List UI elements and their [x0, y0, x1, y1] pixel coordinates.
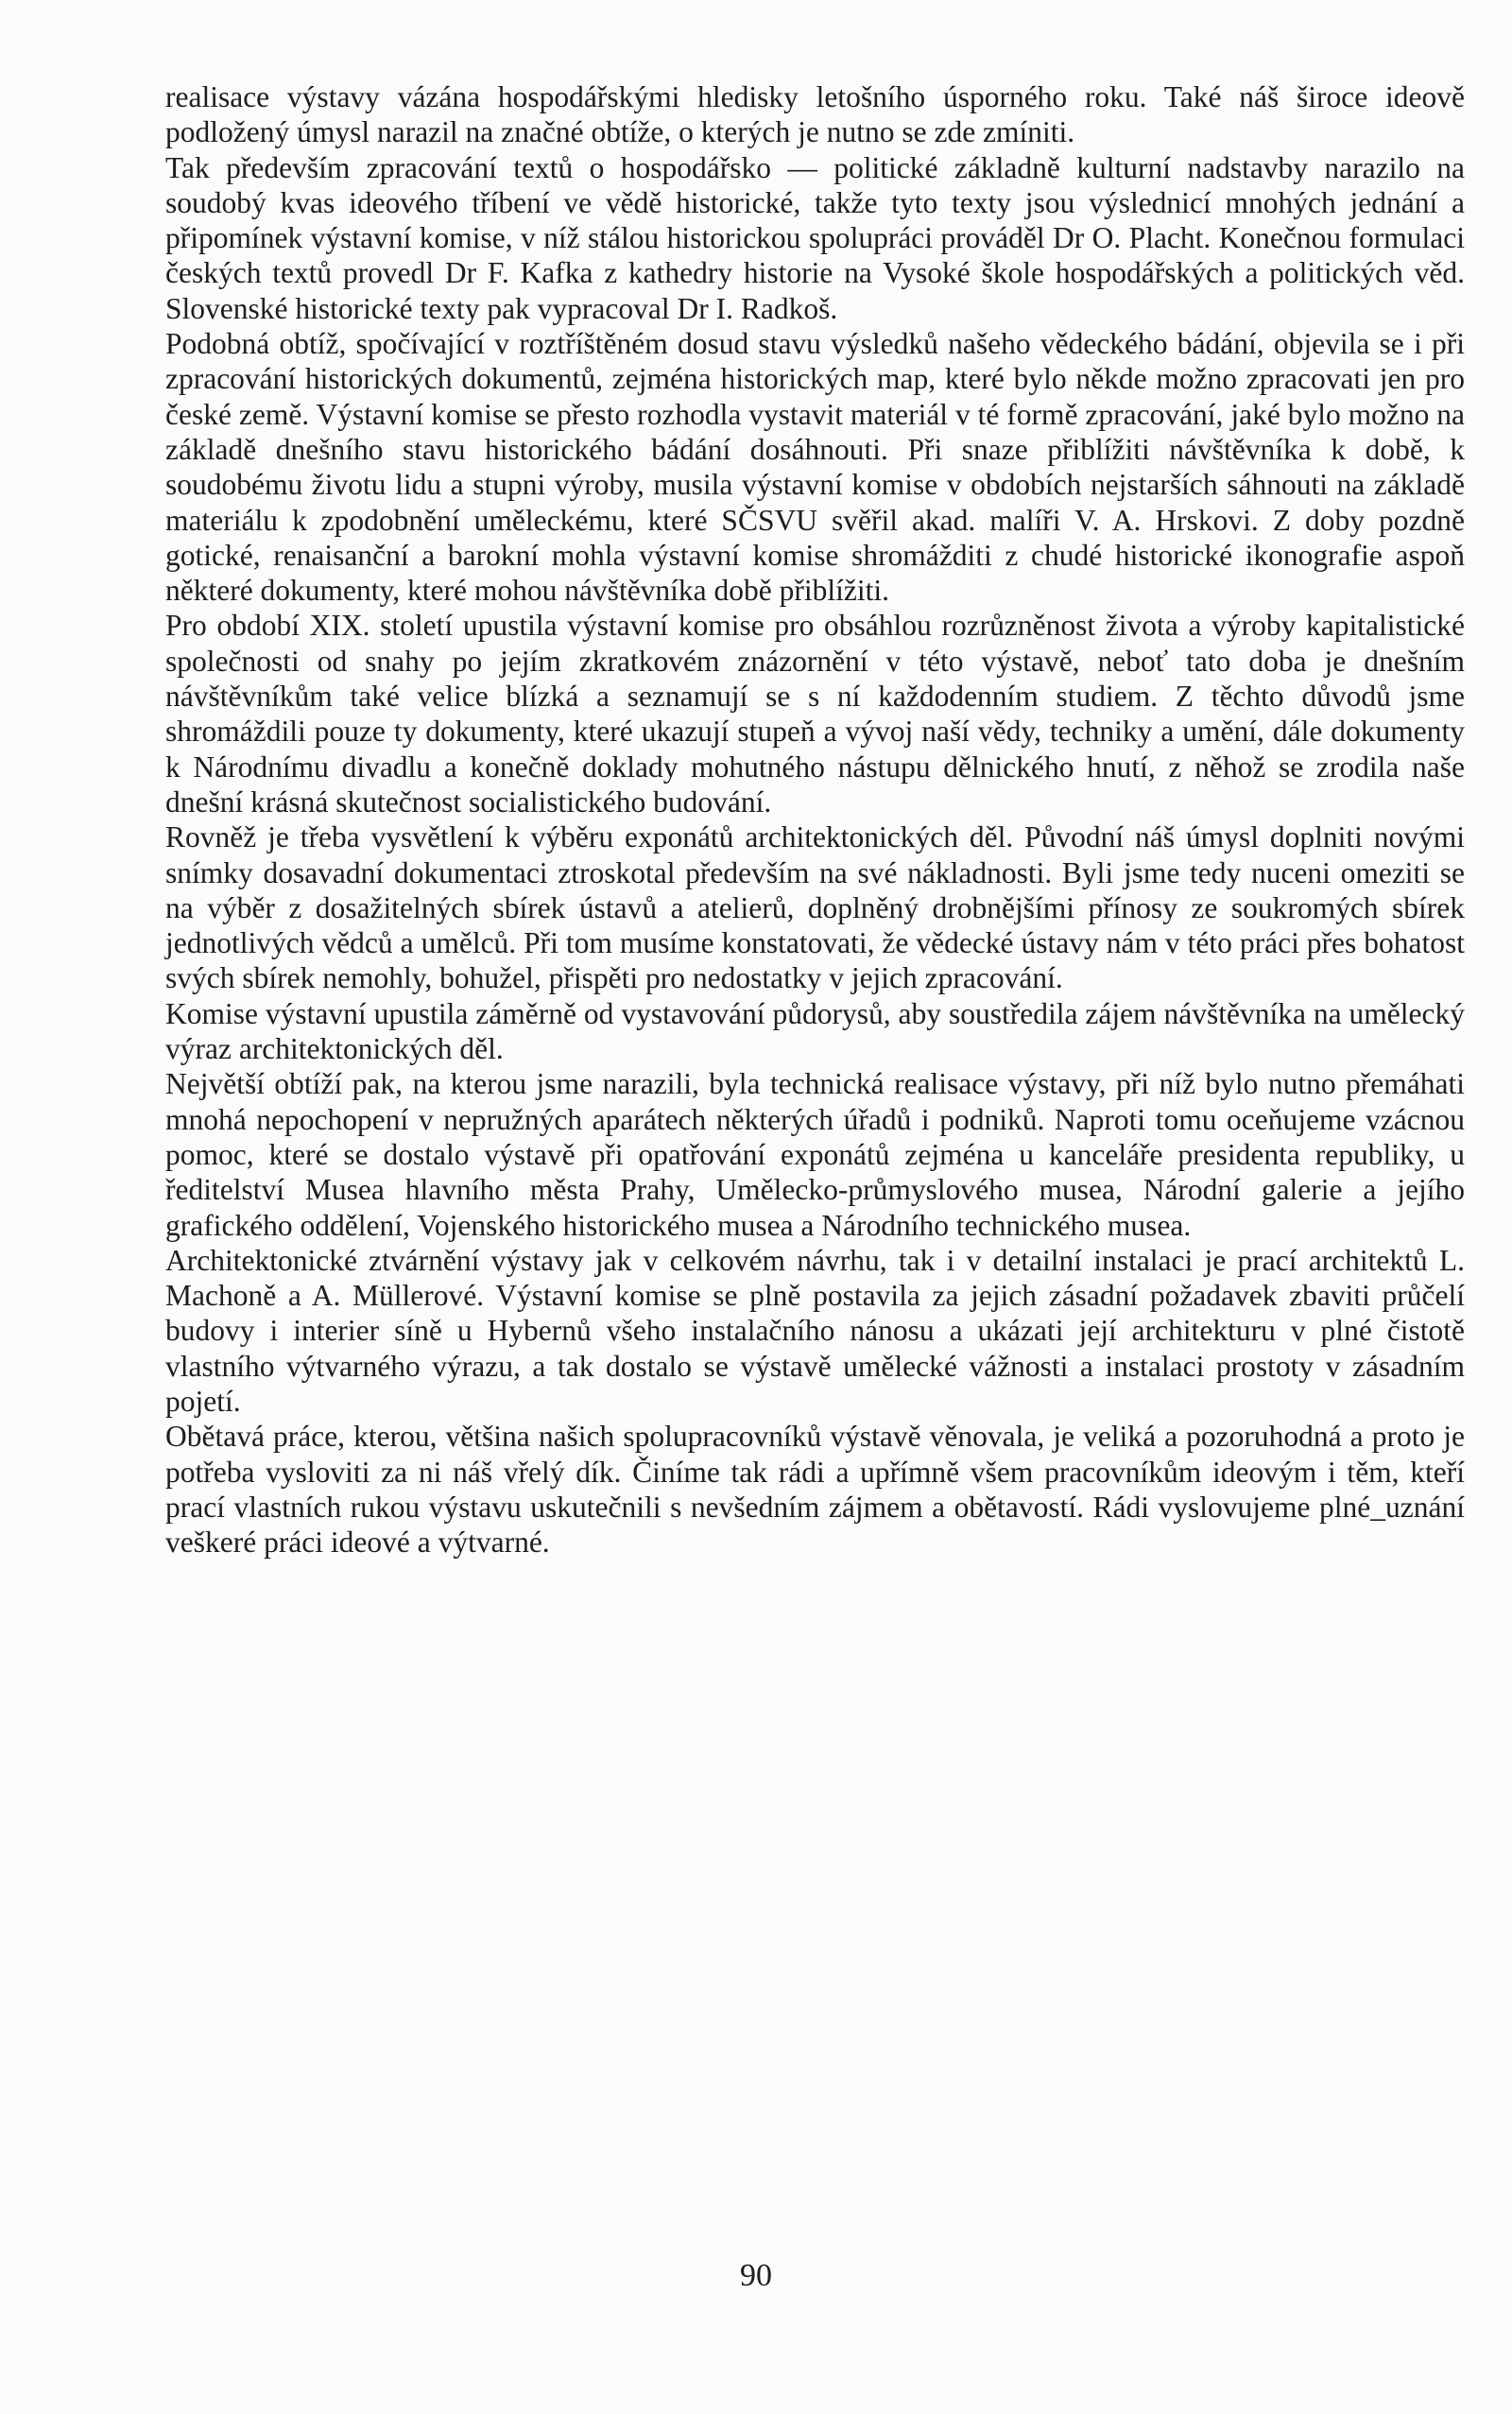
paragraph: Pro období XIX. století upustila výstavní komise pro obsáhlou rozrůzněnost života a výroby kapitalistické společnosti od snahy po jejím zkratkovém znázornění v této výstavě, neboť tato doba je dnešním návštěvníkům také velice blízká a seznamují se s ní každodenním studiem. Z těchto důvodů jsme shromáždili pouze ty dokumenty, které ukazují stupeň a vývoj naší vědy, techniky a umění, dále dokumenty k Národnímu divadlu a konečně doklady mohutného nástupu dělnického hnutí, z něhož se zrodila naše dnešní krásná skutečnost socialistického budování.: [165, 609, 1465, 819]
body-text: [165, 79, 1465, 1560]
paragraph: Architektonické ztvárnění výstavy jak v celkovém návrhu, tak i v detailní instalaci je prací architektů L. Machoně a A. Müllerové. Výstavní komise se plně postavila za jejich zásadní požadavek zbaviti průčelí budovy i interier síně u Hybernů všeho instalačního nánosu a ukázati její architekturu v plné čistotě vlastního výtvarného výrazu, a tak dostalo se výstavě umělecké vážnosti a instalaci prostoty v zásadním pojetí.: [165, 1243, 1465, 1418]
paragraph: realisace výstavy vázána hospodářskými hledisky letošního úsporného roku. Také náš široce ideově podložený úmysl narazil na značné obtíže, o kterých je nutno se zde zmíniti.: [165, 80, 1465, 149]
paragraph: Tak především zpracování textů o hospodářsko — politické základně kulturní nadstavby narazilo na soudobý kvas ideového tříbení ve vědě historické, takže tyto texty jsou výslednicí mnohých jednání a připomínek výstavní komise, v níž stálou historickou spolupráci prováděl Dr O. Placht. Konečnou formulaci českých textů provedl Dr F. Kafka z kathedry historie na Vysoké škole hospodářských a politických věd. Slovenské historické texty pak vypracoval Dr I. Radkoš.: [165, 150, 1465, 325]
paragraph: Rovněž je třeba vysvětlení k výběru exponátů architektonických děl. Původní náš úmysl doplniti novými snímky dosavadní dokumentaci ztroskotal především na své nákladnosti. Byli jsme tedy nuceni omeziti se na výběr z dosažitelných sbírek ústavů a atelierů, doplněný drobnějšími přínosy ze soukromých sbírek jednotlivých vědců a umělců. Při tom musíme konstatovati, že vědecké ústavy nám v této práci přes bohatost svých sbírek nemohly, bohužel, přispěti pro nedostatky v jejich zpracování.: [165, 820, 1465, 995]
paragraph: Největší obtíží pak, na kterou jsme narazili, byla technická realisace výstavy, při níž bylo nutno přemáhati mnohá nepochopení v nepružných aparátech některých úřadů i podniků. Naproti tomu oceňujeme vzácnou pomoc, které se dostalo výstavě při opatřování exponátů zejména u kanceláře presidenta republiky, u ředitelství Musea hlavního města Prahy, Umělecko-průmyslového musea, Národní galerie a jejího grafického oddělení, Vojenského historického musea a Národního technického musea.: [165, 1067, 1465, 1242]
paragraph: Obětavá práce, kterou, většina našich spolupracovníků výstavě věnovala, je veliká a pozoruhodná a proto je potřeba vysloviti za ni náš vřelý dík. Činíme tak rádi a upřímně všem pracovníkům ideovým i těm, kteří prací vlastních rukou výstavu uskutečnili s nevšedním zájmem a obětavostí. Rádi vyslovujeme plné_uznání veškeré práci ideové a výtvarné.: [165, 1420, 1465, 1560]
paragraph: Komise výstavní upustila záměrně od vystavování půdorysů, aby soustředila zájem návštěvníka na umělecký výraz architektonických děl.: [165, 996, 1465, 1066]
paragraph: Podobná obtíž, spočívající v roztříštěném dosud stavu výsledků našeho vědeckého bádání, objevila se i při zpracování historických dokumentů, zejména historických map, které bylo někde možno zpracovati jen pro české země. Výstavní komise se přesto rozhodla vystavit materiál v té formě zpracování, jaké bylo možno na základě dnešního stavu historického bádání dosáhnouti. Při snaze přiblížiti návštěvníka k době, k soudobému životu lidu a stupni výroby, musila výstavní komise v obdobích nejstarších sáhnouti na základě materiálu k zpodobnění uměleckému, které SČSVU svěřil akad. malíři V. A. Hrskovi. Z doby pozdně gotické, renaisanční a barokní mohla výstavní komise shromážditi z chudé historické ikonografie aspoň některé dokumenty, které mohou návštěvníka době přiblížiti.: [165, 327, 1465, 608]
page-number: 90: [740, 2258, 772, 2293]
